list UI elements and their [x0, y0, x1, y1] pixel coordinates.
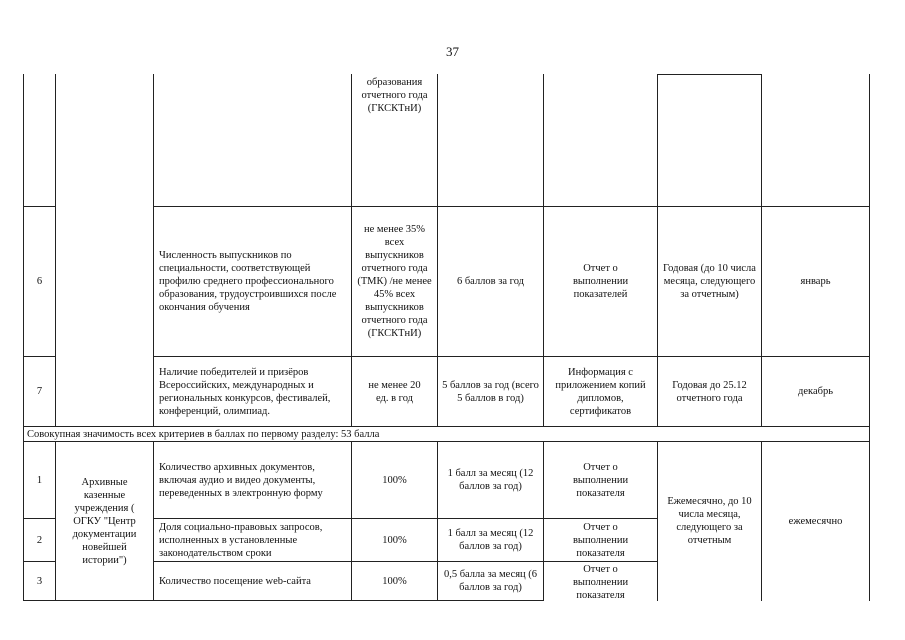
s2-row1-indicator: Количество архивных документов, включая аудио и видео документы, переведенных в электронную форму [159, 461, 323, 499]
row6-indicator: Численность выпускников по специальности, соответствующей профилю среднего профессионального образования, трудоустроившихся после окончания обучения [159, 250, 337, 313]
row6-deadline: январь [800, 276, 831, 287]
row7-document: Информация с приложением копий дипломов, сертификатов [555, 366, 646, 417]
s2-row2-number: 2 [36, 534, 43, 546]
institution-cell: Архивные казенные учреждения ( ОГКУ "Центр документации новейшей истории") [72, 476, 137, 566]
page-number: 37 [446, 44, 459, 59]
s2-row1-number: 1 [36, 474, 43, 486]
table-rule [869, 426, 870, 441]
table-rule [55, 74, 56, 426]
s2-row1-points: 1 балл за месяц (12 баллов за год) [447, 468, 534, 492]
row6-document: Отчет о выполнении показателей [572, 263, 629, 300]
s2-row3-document: Отчет о выполнении показателя [572, 563, 629, 601]
s2-row1-target: 100% [382, 474, 407, 486]
s2-row3-points: 0,5 балла за месяц (6 баллов за год) [443, 569, 538, 593]
s2-row3-indicator: Количество посещение web-сайта [159, 575, 311, 587]
table-rule [869, 74, 870, 426]
table-rule [23, 600, 543, 601]
row7-period: Годовая до 25.12 отчетного года [672, 379, 747, 404]
row7-target: не менее 20 ед. в год [368, 379, 421, 404]
s2-deadline: ежемесячно [788, 515, 843, 527]
row7-deadline: декабрь [798, 386, 833, 397]
s2-row2-target: 100% [382, 534, 407, 546]
row7-indicator: Наличие победителей и призёров Всероссийских, международных и региональных конкурсов, фестивалей, конференций, олимпиад. [159, 366, 331, 417]
section-summary: Совокупная значимость всех критериев в баллах по первому разделу: 53 балла [27, 428, 380, 440]
cont-target-cell: образования отчетного года (ГКСКТнИ) [361, 77, 428, 114]
row7-points: 5 баллов за год (всего 5 баллов в год) [442, 379, 539, 404]
row6-target: не менее 35% всех выпускников отчетного года (ТМК) /не менее 45% всех выпускников отчетного года (ГКСКТнИ) [357, 224, 432, 339]
row6-number: 6 [36, 276, 43, 287]
table-rule [657, 74, 761, 75]
s2-row3-number: 3 [36, 575, 43, 587]
table-rule [869, 441, 870, 601]
s2-row2-indicator: Доля социально-правовых запросов, исполненных в установленные законодательством сроки [159, 521, 323, 559]
s2-period: Ежемесячно, до 10 числа месяца, следующего за отчетным [667, 496, 752, 546]
s2-row2-points: 1 балл за месяц (12 баллов за год) [447, 528, 534, 552]
row6-points: 6 баллов за год [456, 276, 525, 287]
row7-number: 7 [36, 386, 43, 397]
s2-row2-document: Отчет о выполнении показателя [572, 521, 629, 559]
row6-period: Годовая (до 10 числа месяца, следующего за отчетным) [663, 263, 756, 300]
s2-row1-document: Отчет о выполнении показателя [572, 461, 629, 499]
s2-row3-target: 100% [382, 575, 407, 587]
